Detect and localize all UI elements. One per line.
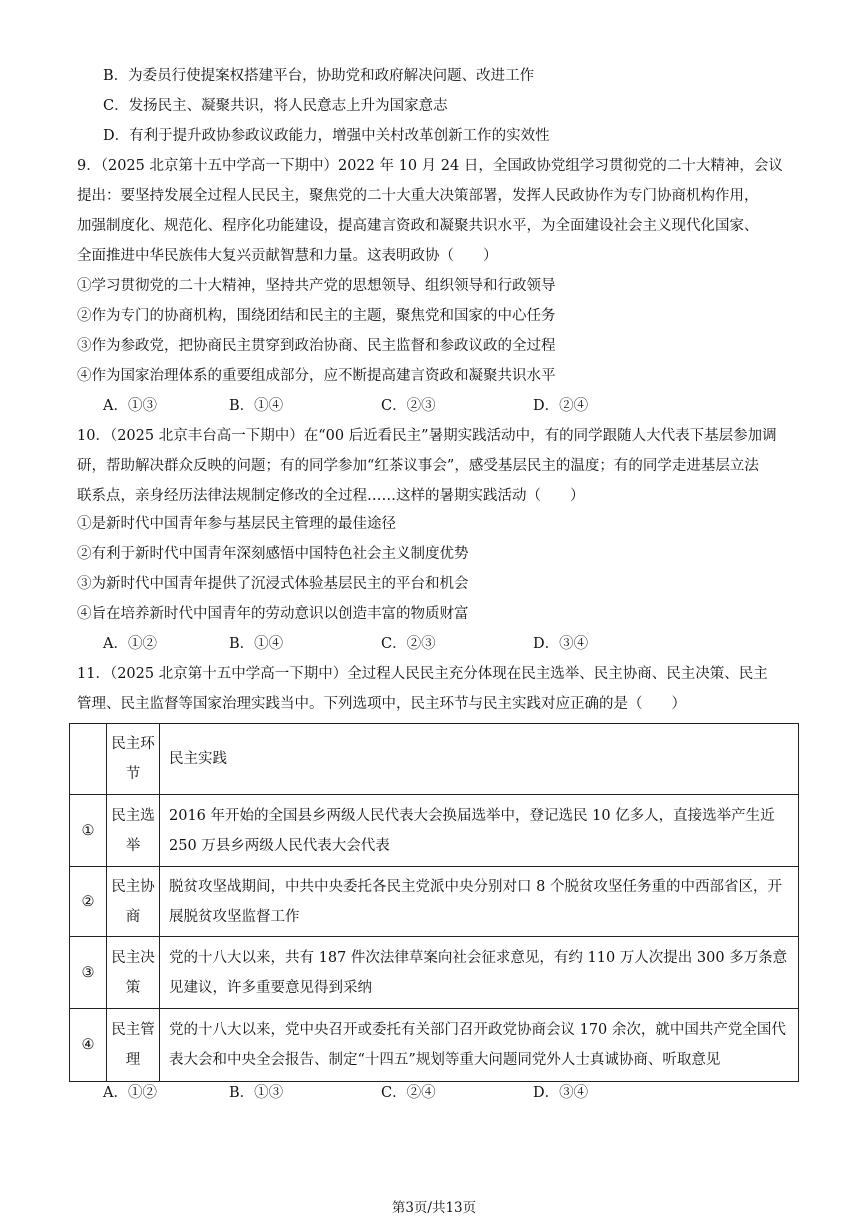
q10-statement: ②有利于新时代中国青年深刻感悟中国特色社会主义制度优势: [77, 546, 469, 562]
q11-stem-line: 管理、民主监督等国家治理实践当中。下列选项中，民主环节与民主实践对应正确的是（ ）: [77, 696, 686, 712]
q8-option-b: B．为委员行使提案权搭建平台，协助党和政府解决问题、改进工作: [103, 68, 535, 84]
democracy-practice-table: [69, 723, 799, 1082]
q10-stem-line: 研，帮助解决群众反映的问题；有的同学参加“红茶议事会”，感受基层民主的温度；有的同学走进基层立法: [77, 458, 759, 474]
page-number-footer: 第3页/共13页: [391, 1200, 477, 1216]
q10-statement: ③为新时代中国青年提供了沉浸式体验基层民主的平台和机会: [77, 576, 469, 592]
q8-option-d: D．有利于提升政协参政议政能力，增强中关村改革创新工作的实效性: [103, 128, 550, 144]
row-stage-cell: 民主选举: [107, 795, 160, 867]
q11-stem-line: 11．（2025 北京第十五中学高一下期中）全过程人民民主充分体现在民主选举、民主协商、民主决策、民主: [77, 666, 768, 682]
row-stage-cell: 民主管理: [107, 1009, 160, 1082]
q10-options: [103, 634, 703, 654]
table-row: [70, 1009, 799, 1082]
q9-option-c[interactable]: C．②③: [381, 398, 436, 414]
q9-stem-line: 加强制度化、规范化、程序化功能建设，提高建言资政和凝聚共识水平，为全面建设社会主义现代化国家、: [77, 218, 759, 234]
q9-stem-line: 9．（2025 北京第十五中学高一下期中）2022 年 10 月 24 日，全国政协党组学习贯彻党的二十大精神，会议: [77, 158, 783, 174]
q10-statement: ④旨在培养新时代中国青年的劳动意识以创造丰富的物质财富: [77, 606, 469, 622]
header-stage-cell: 民主环节: [107, 724, 160, 795]
row-practice-cell: 党的十八大以来，共有 187 件次法律草案向社会征求意见，有约 110 万人次提出 300 多万条意见建议，许多重要意见得到采纳: [160, 937, 799, 1009]
row-num-cell: ④: [70, 1009, 107, 1082]
header-num-cell: [70, 724, 107, 795]
q9-option-d[interactable]: D．②④: [533, 398, 589, 414]
q10-option-a[interactable]: A．①②: [103, 636, 157, 652]
row-practice-cell: 2016 年开始的全国县乡两级人民代表大会换届选举中，登记选民 10 亿多人，直接选举产生近 250 万县乡两级人民代表大会代表: [160, 795, 799, 867]
q11-options: [103, 1083, 703, 1103]
table-row: [70, 795, 799, 867]
q9-stem-line: 提出：要坚持发展全过程人民民主，聚焦党的二十大重大决策部署，发挥人民政协作为专门协商机构作用，: [77, 188, 759, 204]
q9-statement: ②作为专门的协商机构，围绕团结和民主的主题，聚焦党和国家的中心任务: [77, 308, 556, 324]
q10-statement: ①是新时代中国青年参与基层民主管理的最佳途径: [77, 516, 396, 532]
q10-option-d[interactable]: D．③④: [533, 636, 589, 652]
q9-statement: ③作为参政党，把协商民主贯穿到政治协商、民主监督和参政议政的全过程: [77, 338, 556, 354]
q11-option-d[interactable]: D．③④: [533, 1085, 589, 1101]
q10-stem-line: 10．（2025 北京丰台高一下期中）在“00 后近看民主”暑期实践活动中，有的同学跟随人大代表下基层参加调: [77, 428, 777, 444]
q10-stem-line: 联系点，亲身经历法律法规制定修改的全过程……这样的暑期实践活动（ ）: [77, 488, 585, 504]
table-header-row: [70, 724, 799, 795]
q10-option-b[interactable]: B．①④: [229, 636, 284, 652]
q11-option-b[interactable]: B．①③: [229, 1085, 284, 1101]
q9-statement: ④作为国家治理体系的重要组成部分，应不断提高建言资政和凝聚共识水平: [77, 368, 556, 384]
q9-option-b[interactable]: B．①④: [229, 398, 284, 414]
q8-option-c: C．发扬民主、凝聚共识，将人民意志上升为国家意志: [103, 98, 448, 114]
q11-option-a[interactable]: A．①②: [103, 1085, 157, 1101]
row-stage-cell: 民主协商: [107, 867, 160, 937]
row-num-cell: ①: [70, 795, 107, 867]
row-stage-cell: 民主决策: [107, 937, 160, 1009]
q9-stem-line: 全面推进中华民族伟大复兴贡献智慧和力量。这表明政协（ ）: [77, 248, 498, 264]
q10-option-c[interactable]: C．②③: [381, 636, 436, 652]
table-row: [70, 937, 799, 1009]
q9-option-a[interactable]: A．①③: [103, 398, 157, 414]
q9-statement: ①学习贯彻党的二十大精神，坚持共产党的思想领导、组织领导和行政领导: [77, 278, 556, 294]
row-num-cell: ②: [70, 867, 107, 937]
table-row: [70, 867, 799, 937]
q11-option-c[interactable]: C．②④: [381, 1085, 436, 1101]
row-practice-cell: 脱贫攻坚战期间，中共中央委托各民主党派中央分别对口 8 个脱贫攻坚任务重的中西部省区，开展脱贫攻坚监督工作: [160, 867, 799, 937]
q9-options: [103, 396, 703, 416]
row-practice-cell: 党的十八大以来，党中央召开或委托有关部门召开政党协商会议 170 余次，就中国共产党全国代表大会和中央全会报告、制定“十四五”规划等重大问题同党外人士真诚协商、听取意见: [160, 1009, 799, 1082]
header-practice-cell: 民主实践: [160, 724, 799, 795]
row-num-cell: ③: [70, 937, 107, 1009]
